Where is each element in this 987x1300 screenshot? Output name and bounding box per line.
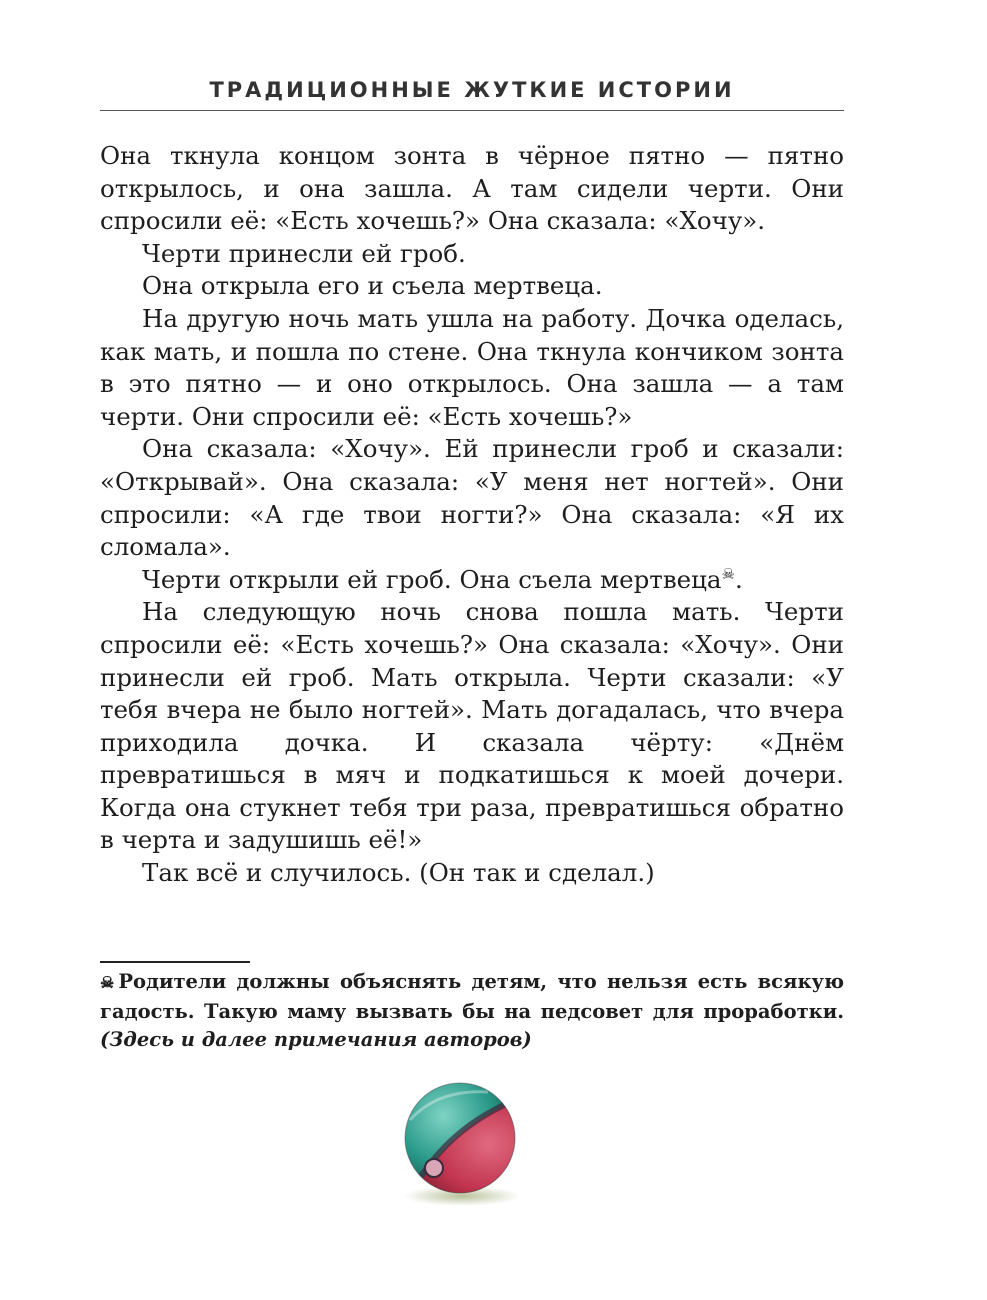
paragraph-6: Черти открыли ей гроб. Она съела мертвеца☠. [142,564,743,594]
paragraph-3: Она открыла его и съела мертвеца. [142,271,603,301]
header-divider [100,110,844,111]
footnote-authors-note: (Здесь и далее примечания авторов) [100,1028,532,1052]
running-header: ТРАДИЦИОННЫЕ ЖУТКИЕ ИСТОРИИ [209,78,735,102]
footnote-divider [100,961,250,963]
ball-svg [398,1080,528,1210]
paragraph-2: Черти принесли ей гроб. [142,238,466,268]
footnote [100,968,844,1055]
paragraph-1: Она ткнула концом зонта в чёрное пятно — пятно открылось, и она зашла. А там сидели черти. Они спросили её: «Есть хочешь?» Она сказала: «Хочу». [100,141,844,236]
footnote-text: Родители должны объяснять детям, что нельзя есть всякую гадость. Такую маму вызвать бы на педсовет для проработки. [100,970,844,1023]
footnote-skull-icon: ☠ [721,564,735,583]
paragraph-4: На другую ночь мать ушла на работу. Дочка оделась, как мать, и пошла по стене. Она ткнула кончиком зонта в это пятно — и оно открылось. Она зашла — а там черти. Они спросили её: «Есть хочешь?» [100,303,844,431]
paragraph-7: На следующую ночь снова пошла мать. Черти спросили её: «Есть хочешь?» Она сказала: «Хочу». Они принесли ей гроб. Мать открыла. Черти сказали: «У тебя вчера не было ногтей». Мать догадалась, что вчера приходила дочка. И сказала чёрту: «Днём превратишься в мяч и подкатишься к моей дочери. Когда она стукнет тебя три раза, превратишься обратно в черта и задушишь её!» [100,597,844,855]
story-text [100,140,844,890]
paragraph-6-text: Черти открыли ей гроб. Она съела мертвеца [142,564,722,594]
ball-illustration-icon [398,1080,528,1210]
footnote-marker-icon: ☠ [100,973,115,992]
paragraph-5: Она сказала: «Хочу». Ей принесли гроб и сказали: «Открывай». Она сказала: «У меня нет ногтей». Они спросили: «А где твои ногти?» Она сказала: «Я их сломала». [100,434,844,562]
paragraph-8: Так всё и случилось. (Он так и сделал.) [142,858,655,888]
